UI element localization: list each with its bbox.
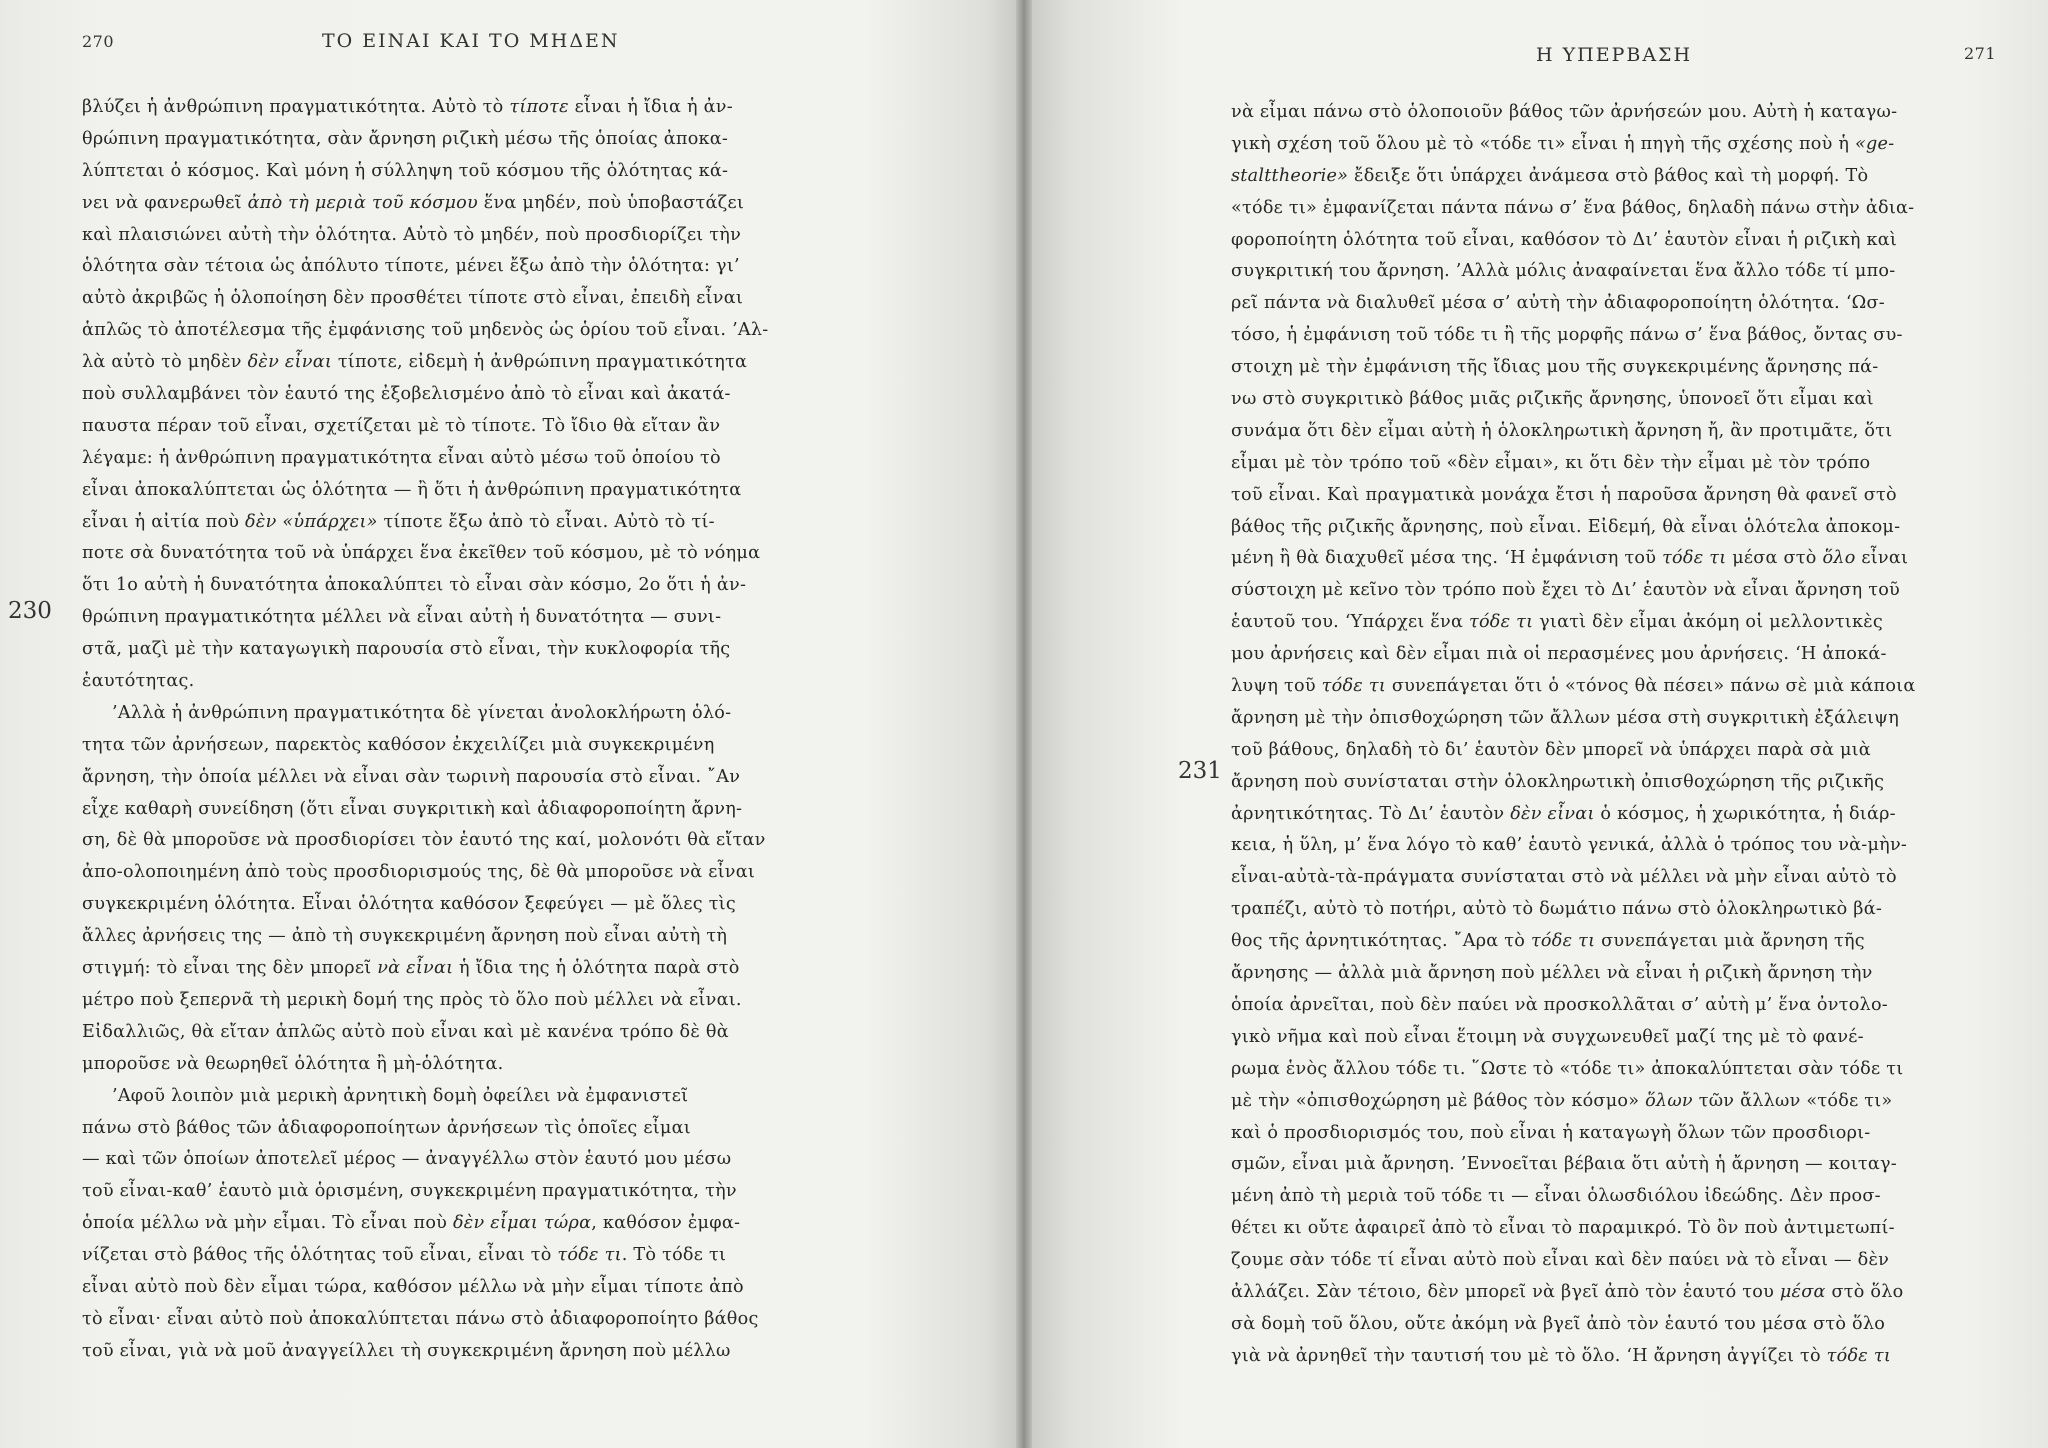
- text-run: ἑαυτοῦ του. ‘Υπάρχει ἕνα: [1231, 612, 1469, 633]
- text-line: [82, 570, 852, 602]
- text-run: ἀλλάζει. Σὰν τέτοιο, δὲν μπορεῖ νὰ βγεῖ ἀπὸ τὸν ἑαυτό του: [1231, 1281, 1780, 1302]
- text-run: τοῦ εἶναι. Καὶ πραγματικὰ μονάχα ἔτσι ἡ παροῦσα ἄρνηση θὰ φανεῖ στὸ: [1231, 484, 1897, 505]
- text-line: [82, 156, 852, 188]
- italic-text: τόδε τι: [1468, 612, 1534, 633]
- text-run: ἀρνητικότητας. Τὸ Δι’ ἑαυτὸν: [1231, 803, 1511, 824]
- italic-text: δὲν «ὑπάρχει»: [245, 511, 378, 532]
- italic-text: δὲν εἶμαι τώρα: [452, 1213, 592, 1234]
- text-line: [82, 985, 852, 1017]
- text-line: [82, 1081, 852, 1113]
- text-line: [82, 1144, 852, 1176]
- text-run: συνάμα ὅτι δὲν εἶμαι αὐτὴ ἡ ὁλοκληρωτικὴ ἄρνηση ἤ, ἂν προτιμᾶτε, ὅτι: [1231, 420, 1893, 441]
- text-line: [82, 825, 852, 857]
- text-run: ὅτι 1ο αὐτὴ ἡ δυνατότητα ἀποκαλύπτει τὸ εἶναι σὰν κόσμο, 2ο ὅτι ἡ ἀν-: [82, 575, 747, 596]
- text-run: — καὶ τῶν ὁποίων ἀποτελεῖ μέρος — ἀναγγέλλω στὸν ἑαυτό μου μέσω: [82, 1149, 732, 1170]
- text-line: [1231, 1213, 2011, 1245]
- text-line: [1231, 129, 2011, 161]
- text-line: [82, 92, 852, 124]
- text-line: [1231, 1022, 2011, 1054]
- text-run: τίποτε ἔξω ἀπὸ τὸ εἶναι. Αὐτὸ τὸ τί-: [377, 511, 715, 532]
- text-run: μὲ τὴν «ὀπισθοχώρηση μὲ βάθος τὸν κόσμο»: [1231, 1090, 1646, 1111]
- text-run: καὶ ὁ προσδιορισμός του, ποὺ εἶναι ἡ καταγωγὴ ὅλων τῶν προσδιορι-: [1231, 1122, 1871, 1143]
- text-run: στοιχη μὲ τὴν ἐμφάνιση τῆς ἴδιας μου τῆς συγκεκριμένης ἄρνησης πά-: [1231, 357, 1879, 378]
- text-run: τόσο, ἡ ἐμφάνιση τοῦ τόδε τι ἢ τῆς μορφῆς πάνω σ’ ἕνα βάθος, ὄντας συ-: [1231, 325, 1903, 346]
- text-line: [82, 443, 852, 475]
- text-run: λέγαμε: ἡ ἀνθρώπινη πραγματικότητα εἶναι αὐτὸ μέσω τοῦ ὁποίου τὸ: [82, 447, 721, 468]
- text-line: [1231, 543, 2011, 575]
- text-line: [82, 220, 852, 252]
- text-line: [1231, 1054, 2011, 1086]
- text-run: ἄλλες ἀρνήσεις της — ἀπὸ τὴ συγκεκριμένη ἄρνηση ποὺ εἶναι αὐτὴ τὴ: [82, 926, 728, 947]
- text-run: ζουμε σὰν τόδε τί εἶναι αὐτὸ ποὺ εἶναι καὶ δὲν παύει νὰ τὸ εἶναι — δὲν: [1231, 1250, 1890, 1271]
- text-line: [82, 315, 852, 347]
- text-line: [82, 347, 852, 379]
- text-line: [82, 188, 852, 220]
- text-line: [1231, 830, 2011, 862]
- text-line: [1231, 575, 2011, 607]
- text-run: θρώπινη πραγματικότητα μέλλει νὰ εἶναι αὐτὴ ἡ δυνατότητα — συνι-: [82, 607, 722, 628]
- text-line: [1231, 512, 2011, 544]
- text-run: τοῦ εἶναι, γιὰ νὰ μοῦ ἀναγγείλλει τὴ συγκεκριμένη ἄρνηση ποὺ μέλλω: [82, 1340, 731, 1361]
- text-run: εἶναι αὐτὸ ποὺ δὲν εἶμαι τώρα, καθόσον μέλλω νὰ μὴν εἶμαι τίποτε ἀπὸ: [82, 1276, 744, 1297]
- text-line: [1231, 671, 2011, 703]
- text-run: Εἰδαλλιῶς, θὰ εἴταν ἁπλῶς αὐτὸ ποὺ εἶναι καὶ μὲ κανένα τρόπο δὲ θὰ: [82, 1021, 729, 1042]
- text-run: νίζεται στὸ βάθος τῆς ὁλότητας τοῦ εἶναι, εἶναι τὸ: [82, 1245, 558, 1266]
- text-run: κεια, ἡ ὕλη, μ’ ἕνα λόγο τὸ καθ’ ἑαυτὸ γενικά, ἀλλὰ ὁ τρόπος του νὰ-μὴν-: [1231, 835, 1908, 856]
- text-line: [1231, 1309, 2011, 1341]
- text-run: γιὰ νὰ ἀρνηθεῖ τὴν ταυτισή του μὲ τὸ ὅλο. ‘Η ἄρνηση ἀγγίζει τὸ: [1231, 1345, 1827, 1366]
- text-line: [1231, 862, 2011, 894]
- text-line: [1231, 320, 2011, 352]
- text-line: [1231, 1118, 2011, 1150]
- italic-text: stalttheorie»: [1231, 165, 1349, 186]
- text-line: [1231, 1245, 2011, 1277]
- text-run: ’Αφοῦ λοιπὸν μιὰ μερικὴ ἀρνητικὴ δομὴ ὀφείλει νὰ ἐμφανιστεῖ: [112, 1085, 689, 1106]
- text-run: . Τὸ τόδε τι: [621, 1245, 727, 1266]
- text-run: στιγμή: τὸ εἶναι της δὲν μπορεῖ: [82, 958, 378, 979]
- text-run: πάνω στὸ βάθος τῶν ἀδιαφοροποίητων ἀρνήσεων τὶς ὁποῖες εἶμαι: [82, 1117, 691, 1138]
- text-line: [1231, 735, 2011, 767]
- book-gutter: [1016, 0, 1032, 1448]
- margin-line-number: 231: [1178, 758, 1222, 784]
- text-line: [82, 251, 852, 283]
- italic-text: δὲν εἶναι: [1510, 803, 1595, 824]
- text-line: [1231, 1086, 2011, 1118]
- text-line: [82, 507, 852, 539]
- text-run: συνεπάγεται ὅτι ὁ «τόνος θὰ πέσει» πάνω σὲ μιὰ κάποια: [1385, 676, 1916, 697]
- italic-text: τόδε τι: [1662, 548, 1727, 569]
- italic-text: δὲν εἶναι: [247, 352, 332, 373]
- text-line: [82, 1272, 852, 1304]
- right-page: [1032, 0, 2048, 1448]
- text-run: βάθος τῆς ριζικῆς ἄρνησης, ποὺ εἶναι. Εἰδεμή, θὰ εἶναι ὁλότελα ἀποκομ-: [1231, 516, 1901, 537]
- text-line: [1231, 352, 2011, 384]
- text-line: [1231, 384, 2011, 416]
- text-run: ἄρνησης — ἀλλὰ μιὰ ἄρνηση ποὺ μέλλει νὰ εἶναι ἡ ριζικὴ ἄρνηση τὴν: [1231, 963, 1873, 984]
- text-line: [1231, 256, 2011, 288]
- text-run: τοῦ εἶναι-καθ’ ἑαυτὸ μιὰ ὁρισμένη, συγκεκριμένη πραγματικότητα, τὴν: [82, 1181, 737, 1202]
- text-run: τίποτε, εἰδεμὴ ἡ ἀνθρώπινη πραγματικότητα: [331, 352, 748, 373]
- text-run: ρεῖ πάντα νὰ διαλυθεῖ μέσα σ’ αὐτὴ τὴν ἀδιαφοροποίητη ὁλότητα. ‘Ωσ-: [1231, 293, 1885, 314]
- text-run: μου ἀρνήσεις καὶ δὲν εἶμαι πιὰ οἱ περασμένες μου ἀρνήσεις. ‘Η ἀποκά-: [1231, 644, 1887, 665]
- italic-text: τόδε τι: [1826, 1345, 1891, 1366]
- text-run: αὐτὸ ἀκριβῶς ἡ ὁλοποίηση δὲν προσθέτει τίποτε στὸ εἶναι, ἐπειδὴ εἶναι: [82, 288, 743, 309]
- text-run: ὁποία ἀρνεῖται, ποὺ δὲν παύει νὰ προσκολλᾶται σ’ αὐτὴ μ’ ἕνα ὀντολο-: [1231, 994, 1888, 1015]
- text-run: σύστοιχη μὲ κεῖνο τὸν τρόπο ποὺ ἔχει τὸ Δι’ ἑαυτὸν νὰ εἶναι ἄρνηση τοῦ: [1231, 580, 1900, 601]
- text-run: ἀπο-ολοποιημένη ἀπὸ τοὺς προσδιορισμούς της, δὲ θὰ μποροῦσε νὰ εἶναι: [82, 862, 755, 883]
- text-line: [82, 1208, 852, 1240]
- text-line: [1231, 1277, 2011, 1309]
- italic-text: ὅλο: [1822, 548, 1856, 569]
- text-run: νει νὰ φανερωθεῖ: [82, 192, 248, 213]
- text-line: [82, 475, 852, 507]
- text-run: τοῦ βάθους, δηλαδὴ τὸ δι’ ἑαυτὸν δὲν μπορεῖ νὰ ὑπάρχει παρὰ σὰ μιὰ: [1231, 739, 1871, 760]
- text-run: εἶναι ἡ ἴδια ἡ ἀν-: [568, 97, 733, 117]
- text-run: ὁλότητα σὰν τέτοια ὡς ἀπόλυτο τίποτε, μένει ἔξω ἀπὸ τὴν ὁλότητα: γι’: [82, 256, 740, 277]
- text-line: [1231, 161, 2011, 193]
- body-text: [82, 92, 852, 1368]
- text-run: νω στὸ συγκριτικὸ βάθος μιᾶς ριζικῆς ἄρνησης, ὑπονοεῖ ὅτι εἶμαι καὶ: [1231, 389, 1874, 410]
- text-run: σὰ δομὴ τοῦ ὅλου, οὔτε ἀκόμη νὰ βγεῖ ἀπὸ τὸν ἑαυτό του μέσα στὸ ὅλο: [1231, 1313, 1886, 1334]
- text-run: τητα τῶν ἀρνήσεων, παρεκτὸς καθόσον ἐκχειλίζει μιὰ συγκεκριμένη: [82, 734, 715, 755]
- text-run: μένη ἢ θὰ διαχυθεῖ μέσα της. ‘Η ἐμφάνιση τοῦ: [1231, 548, 1663, 569]
- text-run: τὸ εἶναι· εἶναι αὐτὸ ποὺ ἀποκαλύπτεται πάνω στὸ ἀδιαφοροποίητο βάθος: [82, 1308, 759, 1329]
- text-run: εἶναι-αὐτὰ-τὰ-πράγματα συνίσταται στὸ νὰ μέλλει νὰ μὴν εἶναι αὐτὸ τὸ: [1231, 867, 1897, 888]
- text-run: θέτει κι οὔτε ἀφαιρεῖ ἀπὸ τὸ εἶναι τὸ παραμικρό. Τὸ ὂν ποὺ ἀντιμετωπί-: [1231, 1218, 1895, 1239]
- text-line: [82, 1017, 852, 1049]
- italic-text: ἀπὸ τὴ μεριὰ τοῦ κόσμου: [247, 192, 478, 213]
- text-run: ἕνα μηδέν, ποὺ ὑποβαστάζει: [477, 192, 744, 213]
- margin-line-number: 230: [8, 598, 52, 624]
- text-run: τῶν ἄλλων «τόδε τι»: [1692, 1090, 1893, 1111]
- text-line: [82, 1304, 852, 1336]
- text-line: [1231, 607, 2011, 639]
- text-run: συγκεκριμένη ὁλότητα. Εἶναι ὁλότητα καθόσον ξεφεύγει — μὲ ὅλες τὶς: [82, 894, 736, 915]
- text-run: συγκριτική του ἄρνηση. ’Αλλὰ μόλις ἀναφαίνεται ἕνα ἄλλο τόδε τί μπο-: [1231, 261, 1896, 282]
- text-run: μέσα στὸ: [1726, 548, 1823, 569]
- italic-text: «ge-: [1855, 133, 1895, 154]
- text-run: ἄρνηση μὲ τὴν ὀπισθοχώρηση τῶν ἄλλων μέσα στὴ συγκριτικὴ ἐξάλειψη: [1231, 707, 1899, 728]
- text-run: εἶναι ἡ αἰτία ποὺ: [82, 511, 246, 532]
- italic-text: τόδε τι: [1321, 676, 1386, 697]
- text-run: νὰ εἶμαι πάνω στὸ ὁλοποιοῦν βάθος τῶν ἀρνήσεών μου. Αὐτὴ ἡ καταγω-: [1231, 102, 1898, 122]
- text-line: [1231, 288, 2011, 320]
- text-run: ἡ ἴδια της ἡ ὁλότητα παρὰ στὸ: [453, 958, 740, 979]
- text-run: ἄρνηση ποὺ συνίσταται στὴν ὁλοκληρωτικὴ ὀπισθοχώρηση τῆς ριζικῆς: [1231, 771, 1885, 792]
- left-page: [0, 0, 1016, 1448]
- text-run: τραπέζι, αὐτὸ τὸ ποτήρι, αὐτὸ τὸ δωμάτιο πάνω στὸ ὁλοκληρωτικὸ βά-: [1231, 899, 1883, 920]
- text-line: [82, 953, 852, 985]
- text-run: λυψη τοῦ: [1231, 676, 1322, 697]
- running-head: Η ΥΠΕΡΒΑΣΗ: [1536, 44, 1693, 66]
- text-run: λὰ αὐτὸ τὸ μηδὲν: [82, 352, 248, 373]
- text-run: στὸ ὅλο: [1825, 1281, 1904, 1302]
- text-run: φοροποίητη ὁλότητα τοῦ εἶναι, καθόσον τὸ Δι’ ἑαυτὸν εἶναι ἡ ριζικὴ καὶ: [1231, 229, 1897, 250]
- text-run: ποὺ συλλαμβάνει τὸν ἑαυτό της ἐξοβελισμένο ἀπὸ τὸ εἶναι καὶ ἀκατά-: [82, 384, 731, 405]
- text-run: εἶναι: [1855, 548, 1909, 569]
- italic-text: ὅλων: [1645, 1090, 1693, 1111]
- italic-text: τίποτε: [509, 97, 569, 117]
- text-run: θρώπινη πραγματικότητα, σὰν ἄρνηση ριζικὴ μέσω τῆς ὁποίας ἀποκα-: [82, 128, 729, 149]
- text-line: [82, 1176, 852, 1208]
- text-line: [82, 379, 852, 411]
- text-line: [1231, 1341, 2011, 1373]
- text-run: βλύζει ἡ ἀνθρώπινη πραγματικότητα. Αὐτὸ τὸ: [82, 97, 510, 117]
- text-run: ἁπλῶς τὸ ἀποτέλεσμα τῆς ἐμφάνισης τοῦ μηδενὸς ὡς ὁρίου τοῦ εἶναι. ’Αλ-: [82, 320, 769, 341]
- text-run: γιατὶ δὲν εἶμαι ἀκόμη οἱ μελλοντικὲς: [1533, 612, 1883, 633]
- text-run: καὶ πλαισιώνει αὐτὴ τὴν ὁλότητα. Αὐτὸ τὸ μηδέν, ποὺ προσδιορίζει τὴν: [82, 224, 742, 245]
- italic-text: νὰ εἶναι: [377, 958, 454, 979]
- page-number: 271: [1964, 44, 1997, 63]
- text-run: σμῶν, εἶναι μιὰ ἄρνηση. ’Εννοεῖται βέβαια ὅτι αὐτὴ ἡ ἄρνηση — κοιταγ-: [1231, 1154, 1897, 1175]
- text-line: [1231, 703, 2011, 735]
- italic-text: μέσα: [1779, 1281, 1826, 1302]
- body-text: [1231, 97, 2011, 1373]
- text-line: [1231, 1149, 2011, 1181]
- text-run: θος τῆς ἀρνητικότητας. ῎Αρα τὸ: [1231, 931, 1531, 952]
- text-line: [82, 283, 852, 315]
- text-run: ρωμα ἑνὸς ἄλλου τόδε τι. ῞Ωστε τὸ «τόδε τι» ἀποκαλύπτεται σὰν τόδε τι: [1231, 1058, 1904, 1079]
- text-line: [1231, 958, 2011, 990]
- text-line: [82, 1240, 852, 1272]
- text-line: [82, 602, 852, 634]
- text-line: [82, 889, 852, 921]
- text-line: [1231, 480, 2011, 512]
- text-line: [1231, 97, 2011, 129]
- text-line: [82, 634, 852, 666]
- text-run: εἶχε καθαρὴ συνείδηση (ὅτι εἶναι συγκριτικὴ καὶ ἀδιαφοροποίητη ἄρνη-: [82, 798, 743, 819]
- text-line: [1231, 448, 2011, 480]
- text-run: ’Αλλὰ ἡ ἀνθρώπινη πραγματικότητα δὲ γίνεται ἀνολοκλήρωτη ὁλό-: [112, 702, 732, 723]
- text-line: [1231, 926, 2011, 958]
- text-run: γικὴ σχέση τοῦ ὅλου μὲ τὸ «τόδε τι» εἶναι ἡ πηγὴ τῆς σχέσης ποὺ ἡ: [1231, 133, 1856, 154]
- text-line: [1231, 990, 2011, 1022]
- text-run: λύπτεται ὁ κόσμος. Καὶ μόνη ἡ σύλληψη τοῦ κόσμου τῆς ὁλότητας κά-: [82, 160, 729, 181]
- text-run: ποτε σὰ δυνατότητα τοῦ νὰ ὑπάρχει ἕνα ἐκεῖθεν τοῦ κόσμου, μὲ τὸ νόημα: [82, 543, 761, 564]
- text-run: ὁποία μέλλω νὰ μὴν εἶμαι. Τὸ εἶναι ποὺ: [82, 1213, 453, 1234]
- text-line: [82, 538, 852, 570]
- text-run: μποροῦσε νὰ θεωρηθεῖ ὁλότητα ἢ μὴ-ὁλότητα.: [82, 1053, 504, 1074]
- text-run: γικὸ νῆμα καὶ ποὺ εἶναι ἕτοιμη νὰ συγχωνευθεῖ μαζί της μὲ τὸ φανέ-: [1231, 1026, 1864, 1047]
- text-run: ἔδειξε ὅτι ὑπάρχει ἀνάμεσα στὸ βάθος καὶ τὴ μορφή. Τὸ: [1348, 165, 1869, 186]
- text-line: [1231, 799, 2011, 831]
- page-number: 270: [82, 32, 115, 51]
- text-line: [82, 730, 852, 762]
- text-line: [1231, 416, 2011, 448]
- text-run: εἶμαι μὲ τὸν τρόπο τοῦ «δὲν εἶμαι», κι ὅτι δὲν τὴν εἶμαι μὲ τὸν τρόπο: [1231, 452, 1871, 473]
- running-head: ΤΟ ΕΙΝΑΙ ΚΑΙ ΤΟ ΜΗΔΕΝ: [322, 30, 620, 52]
- italic-text: τόδε τι: [557, 1245, 622, 1266]
- text-line: [82, 1049, 852, 1081]
- text-line: [1231, 767, 2011, 799]
- text-line: [1231, 225, 2011, 257]
- text-line: [82, 124, 852, 156]
- text-run: ἄρνηση, τὴν ὁποία μέλλει νὰ εἶναι σὰν τωρινὴ παρουσία στὸ εἶναι. ῎Αν: [82, 766, 741, 787]
- text-run: ση, δὲ θὰ μποροῦσε νὰ προσδιορίσει τὸν ἑαυτό της καί, μολονότι θὰ εἴταν: [82, 830, 766, 851]
- text-line: [82, 411, 852, 443]
- text-line: [82, 1336, 852, 1368]
- text-run: μένη ἀπὸ τὴ μεριὰ τοῦ τόδε τι — εἶναι ὁλωσδιόλου ἰδεώδης. Δὲν προσ-: [1231, 1186, 1881, 1207]
- text-run: παυστα πέραν τοῦ εἶναι, σχετίζεται μὲ τὸ τίποτε. Τὸ ἴδιο θὰ εἴταν ἂν: [82, 415, 721, 436]
- text-line: [1231, 894, 2011, 926]
- text-line: [82, 794, 852, 826]
- text-line: [82, 762, 852, 794]
- text-run: , καθόσον ἐμφα-: [591, 1213, 741, 1234]
- text-line: [82, 1113, 852, 1145]
- text-line: [82, 698, 852, 730]
- text-run: «τόδε τι» ἐμφανίζεται πάντα πάνω σ’ ἕνα βάθος, δηλαδὴ πάνω στὴν ἀδια-: [1231, 197, 1915, 218]
- text-line: [1231, 193, 2011, 225]
- text-run: μέτρο ποὺ ξεπερνᾶ τὴ μερικὴ δομή της πρὸς τὸ ὅλο ποὺ μέλλει νὰ εἶναι.: [82, 989, 742, 1010]
- italic-text: τόδε τι: [1530, 931, 1596, 952]
- text-run: συνεπάγεται μιὰ ἄρνηση τῆς: [1595, 931, 1865, 952]
- text-run: στᾶ, μαζὶ μὲ τὴν καταγωγικὴ παρουσία στὸ εἶναι, τὴν κυκλοφορία τῆς: [82, 639, 731, 660]
- text-line: [82, 666, 852, 698]
- text-line: [82, 921, 852, 953]
- text-run: ὁ κόσμος, ἡ χωρικότητα, ἡ διάρ-: [1594, 803, 1896, 824]
- text-run: ἑαυτότητας.: [82, 671, 195, 692]
- text-line: [82, 857, 852, 889]
- text-line: [1231, 639, 2011, 671]
- text-line: [1231, 1181, 2011, 1213]
- text-run: εἶναι ἀποκαλύπτεται ὡς ὁλότητα — ἢ ὅτι ἡ ἀνθρώπινη πραγματικότητα: [82, 479, 742, 500]
